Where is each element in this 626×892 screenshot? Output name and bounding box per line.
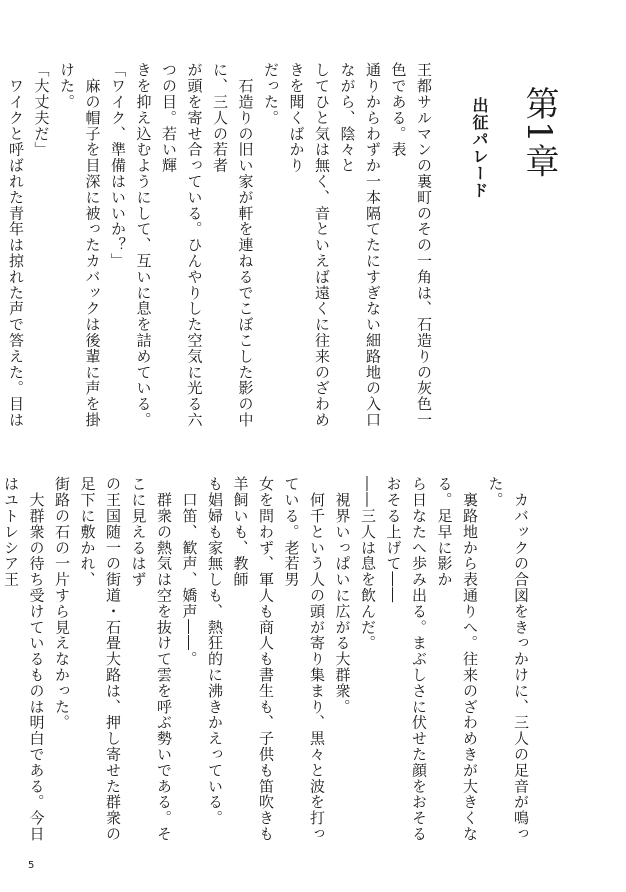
text-column: 裏路地から表通りへ。往来のざわめきが大きくなる。足早に影か — [435, 476, 479, 842]
text-column: 群衆の熱気は空を抜けて雲を呼ぶ勢いである。そこに見えるはず — [129, 476, 173, 842]
text-column: 「ワイク、準備はいいか？」 — [109, 62, 127, 269]
text-column: 街路の石の一片すら見えなかった。 — [53, 476, 71, 731]
text-column: きを抑え込むようにして、互いに息を詰めている。 — [134, 62, 153, 428]
text-column: ――三人は息を飲んだ。 — [359, 476, 377, 651]
text-column: ワイクと呼ばれた青年は掠れた声で答えた。目は — [7, 77, 25, 428]
text-column: も娼婦も家無しも、熱狂的に沸きかえっている。 — [206, 476, 224, 826]
text-column: 石造りの旧い家が軒を連ねるでこぼこした影の中に、三人の若者 — [211, 62, 255, 428]
text-column: 通りからわずか一本隔てたにすぎない細路地の入口ながら、陰々と — [338, 62, 382, 428]
text-column: だった。 — [262, 62, 280, 126]
text-column: してひと気は無く、音といえば遠くに往来のざわめきを聞くばかり — [287, 62, 331, 428]
page-number: 5 — [28, 860, 35, 871]
body-text-upper — [7, 62, 436, 432]
text-column: 口笛、歓声、嬌声――。 — [180, 476, 199, 667]
text-column: 「大丈夫だ」 — [32, 62, 51, 158]
text-column: の王国随一の街道・石畳大路は、押し寄せた群衆の足下に敷かれ、 — [78, 476, 122, 842]
text-column: 女を問わず、軍人も商人も書生も、子供も笛吹きも羊飼いも、教師 — [231, 476, 275, 842]
body-text-lower — [2, 476, 533, 850]
text-column: ら日なたへ歩み出る。まぶしさに伏せた顔をおそるおそる上げて―― — [384, 476, 428, 842]
text-column: 大群衆の待ち受けているものは明白である。今日はユトレシア王 — [2, 476, 46, 842]
text-column: 視界いっぱいに広がる大群衆。 — [333, 476, 352, 715]
text-column: 何千という人の頭が寄り集まり、黒々と波を打っている。老若男 — [282, 476, 326, 842]
text-column: が頭を寄せ合っている。ひんやりした空気に光る六つの目。若い輝 — [160, 62, 204, 428]
text-column: 麻の帽子を目深に被ったカバックは後輩に声を掛けた。 — [58, 62, 102, 428]
chapter-title: 第1章 — [519, 86, 559, 179]
text-column: カバックの合図をきっかけに、三人の足音が鳴った。 — [486, 476, 530, 842]
section-title: 出征パレード — [470, 97, 489, 199]
text-column: 王都サルマンの裏町のその一角は、石造りの灰色一色である。表 — [389, 62, 433, 428]
